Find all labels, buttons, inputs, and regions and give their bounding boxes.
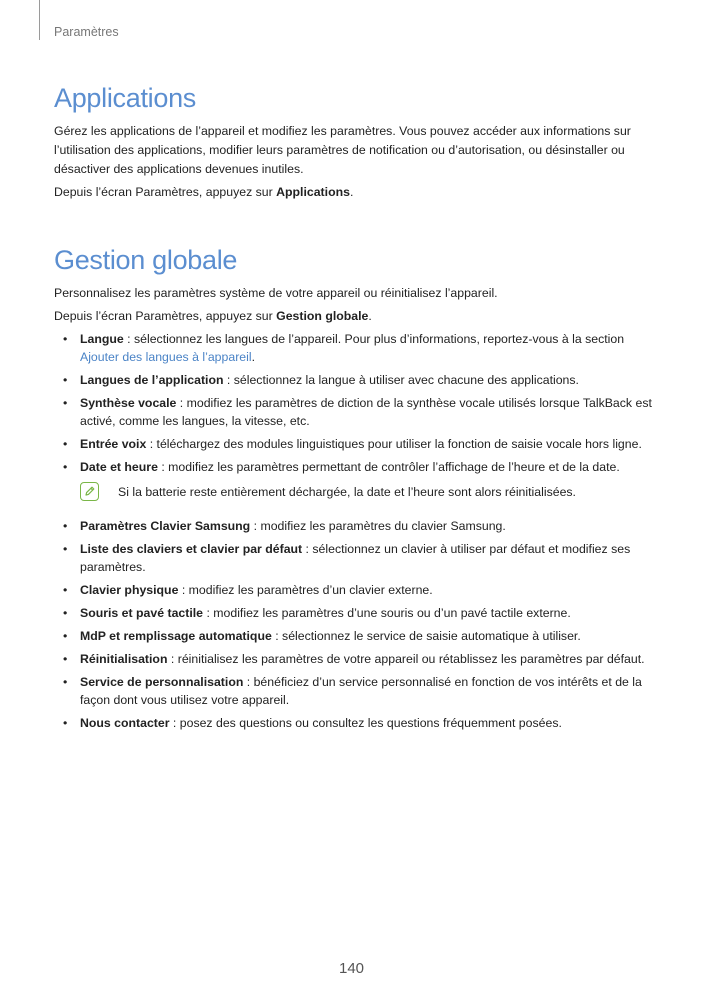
list-item (54, 371, 654, 389)
item-term: Liste des claviers et clavier par défaut (80, 542, 303, 556)
item-term: Service de personnalisation (80, 675, 244, 689)
item-desc: : posez des questions ou consultez les questions fréquemment posées. (169, 716, 562, 730)
gestion-path (54, 307, 654, 326)
path-target: Applications (276, 185, 350, 199)
item-term: Langue (80, 332, 124, 346)
gestion-title: Gestion globale (54, 245, 238, 275)
item-desc: : sélectionnez la langue à utiliser avec chacune des applications. (223, 373, 579, 387)
item-term: MdP et remplissage automatique (80, 629, 272, 643)
list-item (54, 714, 654, 732)
item-term: Synthèse vocale (80, 396, 177, 410)
item-term: Clavier physique (80, 583, 179, 597)
list-item (54, 540, 654, 576)
applications-title: Applications (54, 83, 196, 113)
settings-list-2 (54, 517, 654, 732)
note-pencil-icon (80, 482, 99, 501)
item-term: Souris et pavé tactile (80, 606, 204, 620)
list-item (54, 673, 654, 709)
item-desc: : téléchargez des modules linguistiques pour utiliser la fonction de saisie vocale hors ligne. (146, 437, 642, 451)
item-term: Réinitialisation (80, 652, 168, 666)
header-rule (39, 0, 40, 40)
item-term: Entrée voix (80, 437, 147, 451)
item-term: Paramètres Clavier Samsung (80, 519, 251, 533)
item-term: Date et heure (80, 460, 158, 474)
item-desc: : réinitialisez les paramètres de votre appareil ou rétablissez les paramètres par défaut. (167, 652, 645, 666)
page-number: 140 (338, 960, 365, 977)
list-item (54, 604, 654, 622)
path-target: Gestion globale (276, 309, 369, 323)
item-desc: : sélectionnez les langues de l’appareil. Pour plus d’informations, reportez-vous à la section (123, 332, 625, 346)
note-box (80, 482, 654, 506)
item-after: . (251, 350, 256, 364)
item-term: Langues de l’application (80, 373, 224, 387)
settings-list (54, 330, 654, 476)
langues-link[interactable]: Ajouter des langues à l’appareil (80, 350, 252, 364)
applications-intro: Gérez les applications de l’appareil et modifiez les paramètres. Vous pouvez accéder aux informations sur l’utilisation des applications, modifier leurs paramètres de notification ou d’autorisation, ou désinstaller ou désactiver des applications devenues inutiles. (54, 124, 631, 176)
item-desc: : sélectionnez un clavier à utiliser par défaut et modifiez ses paramètres. (80, 542, 631, 574)
page-content (54, 80, 654, 737)
list-item (54, 394, 654, 430)
list-item (54, 650, 654, 668)
item-desc: : modifiez les paramètres d’une souris ou d’un pavé tactile externe. (203, 606, 571, 620)
item-desc: : modifiez les paramètres de diction de la synthèse vocale utilisés lorsque TalkBack est activé, comme les langues, la vitesse, etc. (80, 396, 652, 428)
item-desc: : modifiez les paramètres d’un clavier externe. (178, 583, 433, 597)
list-item (54, 517, 654, 535)
list-item (54, 435, 654, 453)
path-suffix: . (368, 309, 372, 323)
path-prefix: Depuis l’écran Paramètres, appuyez sur (54, 309, 277, 323)
path-suffix: . (349, 185, 354, 199)
item-desc: : modifiez les paramètres du clavier Samsung. (250, 519, 506, 533)
list-item (54, 330, 654, 366)
list-item (54, 581, 654, 599)
gestion-intro: Personnalisez les paramètres système de votre appareil ou réinitialisez l’appareil. (54, 286, 498, 300)
item-term: Nous contacter (80, 716, 170, 730)
path-prefix: Depuis l’écran Paramètres, appuyez sur (54, 185, 277, 199)
item-desc: : sélectionnez le service de saisie automatique à utiliser. (271, 629, 581, 643)
list-item (54, 627, 654, 645)
note-text: Si la batterie reste entièrement déchargée, la date et l’heure sont alors réinitialisées. (118, 485, 576, 499)
applications-path (54, 183, 654, 202)
list-item (54, 458, 654, 476)
section-label: Paramètres (54, 25, 119, 39)
item-desc: : modifiez les paramètres permettant de contrôler l’affichage de l’heure et de la date. (157, 460, 620, 474)
item-desc: : bénéficiez d’un service personnalisé en fonction de vos intérêts et de la façon dont vous utilisez votre appareil. (80, 675, 642, 707)
